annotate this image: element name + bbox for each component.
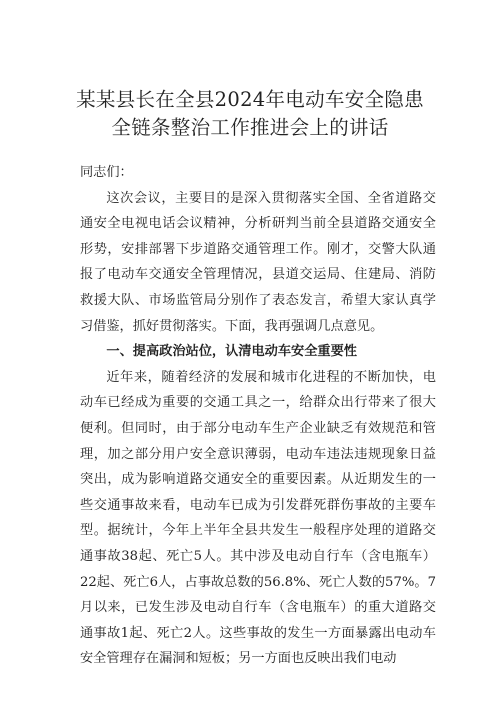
section-1-paragraph: 近年来，随着经济的发展和城市化进程的不断加快，电动车已经成为重要的交通工具之一，给群众出行带来了很大便利。但同时，由于部分电动车生产企业缺乏有效规范和管理，加之部分用户安全意识薄弱，电动车违法违规现象日益突出，成为影响道路交通安全的重要因素。从近期发生的一些交通事故来看，电动车已成为引发群死群伤事故的主要车型。据统计，今年上半年全县共发生一般程序处理的道路交通事故38起、死亡5人。其中涉及电动自行车（含电瓶车）22起、死亡6人，占事故总数的56.8%、死亡人数的57%。7月以来，已发生涉及电动自行车（含电瓶车）的重大道路交通事故1起、死亡2人。这些事故的发生一方面暴露出电动车安全管理存在漏洞和短板；另一方面也反映出我们电动 xyxy=(80,369,436,667)
title-line-2: 全链条整治工作推进会上的讲话 xyxy=(111,116,389,139)
document-body xyxy=(80,160,436,672)
salutation: 同志们： xyxy=(80,165,133,180)
section-heading-1: 一、提高政治站位，认清电动车安全重要性 xyxy=(106,344,357,360)
document-title xyxy=(60,86,440,142)
title-line-1: 某某县长在全县2024年电动车安全隐患 xyxy=(76,88,424,111)
intro-paragraph: 这次会议，主要目的是深入贯彻落实全国、全省道路交通安全电视电话会议精神，分析研判当前全县道路交通安全形势，安排部署下步道路交通管理工作。刚才，交警大队通报了电动车交通安全管理情况，县道交运局、住建局、消防救援大队、市场监管局分别作了表态发言，希望大家认真学习借鉴，抓好贯彻落实。下面，我再强调几点意见。 xyxy=(80,190,436,334)
